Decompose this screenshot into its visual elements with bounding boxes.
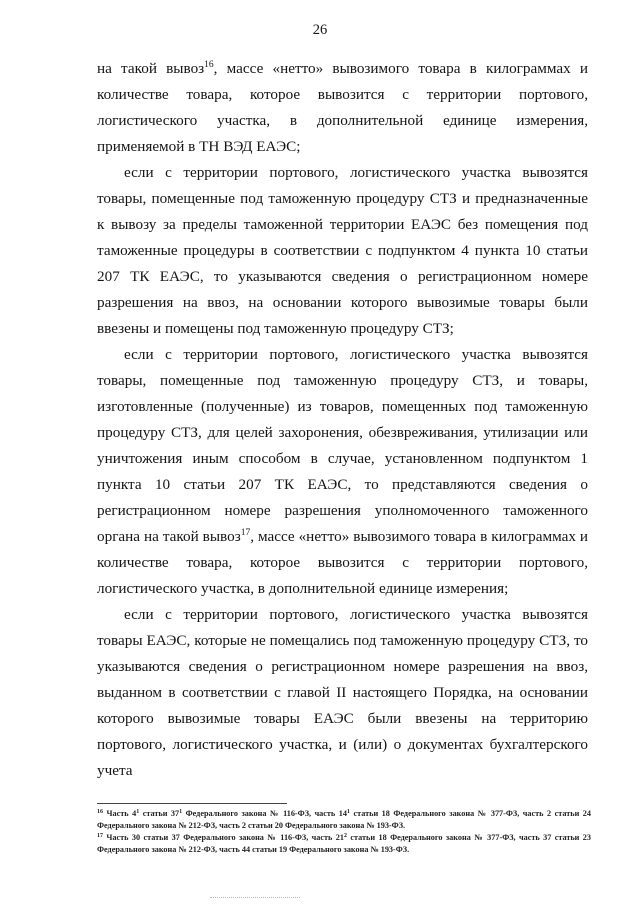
page-number: 26 [312, 22, 328, 38]
text-run: если с территории портового, логистического участка вывозятся товары, помещенные под таможенную процедуру СТЗ, и товары, изготовленные (полученные) из товаров, помещенных под таможенную процедуру СТЗ, для целей захоронения, обезвреживания, утилизации или уничтожения иным способом в случае, установленном подпунктом 1 пункта 10 статьи 207 ТК ЕАЭС, то представляются сведения о регистрационном номере разрешения уполномоченного таможенного органа на такой вывоз [97, 346, 588, 545]
footnote [97, 808, 591, 832]
paragraph [97, 56, 588, 160]
text-run: на такой вывоз [97, 60, 205, 77]
footnote-separator [97, 803, 287, 804]
footnote-marker: 16 [97, 809, 103, 815]
text-run: , массе «нетто» вывозимого товара в килограммах и количестве товара, которое вывозится с территории портового, логистического участка, в дополнительной единице измерения; [97, 528, 589, 597]
text-run: Федерального закона № 116-ФЗ, часть 14 [182, 809, 347, 818]
paragraph [97, 342, 588, 602]
text-run: статьи 37 [139, 809, 180, 818]
footnote-marker: 17 [97, 833, 103, 839]
text-run: статьи 18 Федерального закона № 377-ФЗ, часть 2 статьи 24 Федерального закона № 212-ФЗ, часть 2 статьи 20 Федерального закона № 193-ФЗ. [97, 809, 591, 830]
body-text [97, 56, 588, 784]
text-run: Часть 4 [103, 809, 137, 818]
footnote [97, 832, 591, 856]
text-run: , массе «нетто» вывозимого товара в килограммах и количестве товара, которое вывозится с территории портового, логистического участка, в дополнительной единице измерения, применяемой в ТН ВЭД ЕАЭС; [97, 60, 589, 155]
text-run: если с территории портового, логистического участка вывозятся товары, помещенные под таможенную процедуру СТЗ и предназначенные к вывозу за пределы таможенной территории ЕАЭС без помещения под таможенные процедуры в соответствии с подпунктом 4 пункта 10 статьи 207 ТК ЕАЭС, то указываются сведения о регистрационном номере разрешения на ввоз, на основании которого вывозимые товары были ввезены и помещены под таможенную процедуру СТЗ; [97, 164, 588, 337]
footnote-marker: 17 [240, 528, 251, 538]
text-run: Часть 30 статьи 37 Федерального закона № 116-ФЗ, часть 21 [103, 833, 344, 842]
footnote-marker: 16 [204, 60, 214, 70]
footnote-marker: 1 [346, 809, 350, 815]
footnote-marker: 1 [136, 809, 140, 815]
footnotes [97, 808, 591, 856]
paragraph [97, 602, 588, 784]
text-run: если с территории портового, логистического участка вывозятся товары ЕАЭС, которые не помещались под таможенную процедуру СТЗ, то указываются сведения о регистрационном номере разрешения на ввоз, выданном в соответствии с главой II настоящего Порядка, на основании которого вывозимые товары ЕАЭС были ввезены на территорию портового, логистического участка, и (или) о документах бухгалтерского учета [97, 606, 588, 779]
paragraph [97, 160, 588, 342]
text-run: статьи 18 Федерального закона № 377-ФЗ, часть 37 статьи 23 Федерального закона № 212-ФЗ, часть 44 статьи 19 Федерального закона № 193-ФЗ. [97, 833, 591, 854]
footnote-marker: 1 [179, 809, 183, 815]
footnote-marker: 2 [343, 833, 347, 839]
scan-artifact [210, 897, 300, 898]
